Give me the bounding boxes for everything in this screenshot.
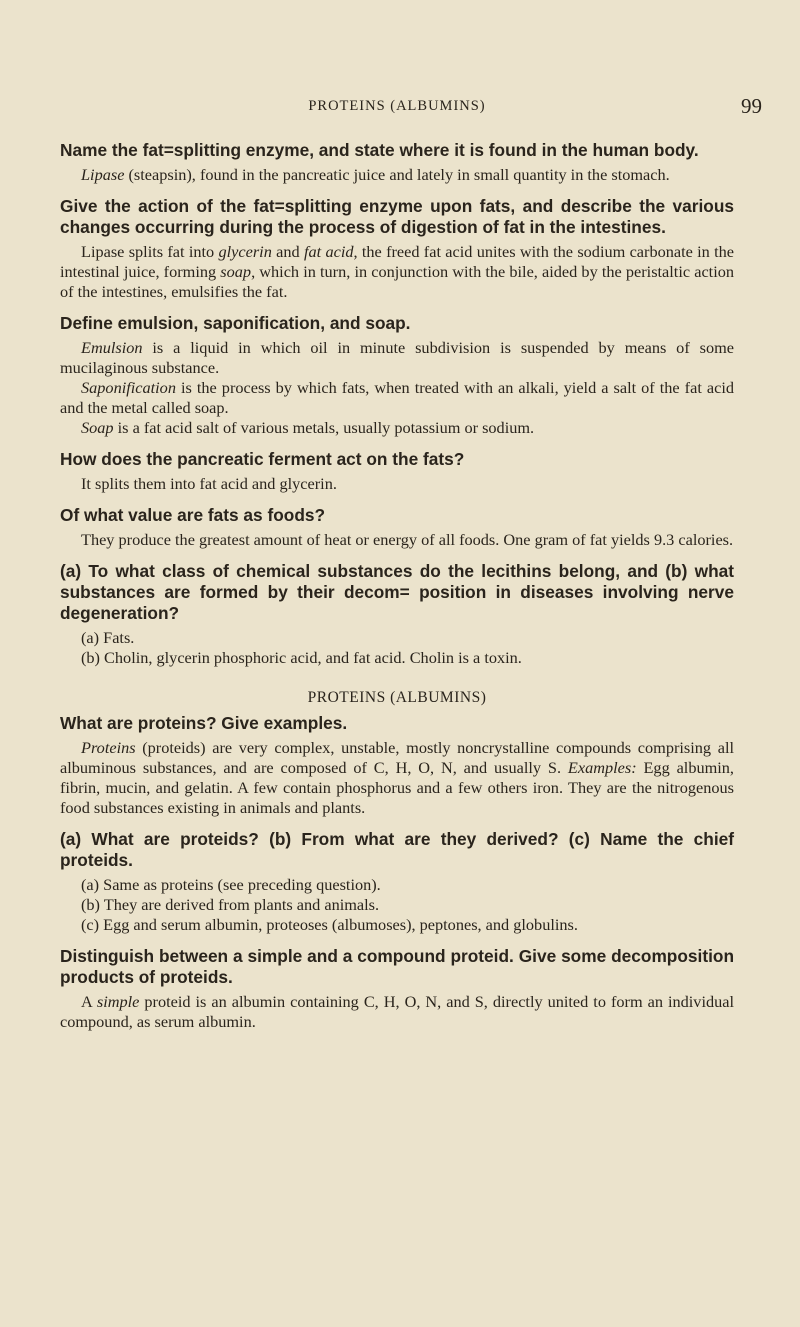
answer-paragraph: Lipase splits fat into glycerin and fat acid, the freed fat acid unites with the sodium carbonate in the intestinal juice, forming soap, which in turn, in conjunction with the bile, aided by the peristaltic action of the intestines, emulsifies the fat.: [60, 242, 735, 301]
question-heading: What are proteins? Give examples.: [60, 713, 348, 733]
page-content: [60, 140, 734, 1043]
page-number: 99: [741, 94, 762, 118]
answer-paragraph: (a) Same as proteins (see preceding question).: [81, 875, 381, 894]
running-head: [60, 94, 762, 120]
question-heading: Of what value are fats as foods?: [60, 505, 326, 525]
question-heading: Define emulsion, saponification, and soap.: [60, 313, 411, 333]
question-heading: (a) To what class of chemical substances do the lecithins belong, and (b) what substances are formed by their decom= position in diseases involving nerve degeneration?: [60, 561, 734, 623]
answer-paragraph: (b) They are derived from plants and animals.: [81, 895, 380, 914]
question-heading: How does the pancreatic ferment act on the fats?: [60, 449, 465, 469]
answer-paragraph: (a) Fats.: [81, 628, 135, 647]
answer-paragraph: Saponification is the process by which fats, when treated with an alkali, yield a salt of the fat acid and the metal called soap.: [60, 378, 734, 417]
question-heading: Give the action of the fat=splitting enzyme upon fats, and describe the various changes occurring during the process of digestion of fat in the intestines.: [60, 196, 734, 237]
question-heading: (a) What are proteids? (b) From what are they derived? (c) Name the chief proteids.: [60, 829, 734, 870]
answer-paragraph: Proteins (proteids) are very complex, unstable, mostly noncrystalline compounds comprising all albuminous substances, and are composed of C, H, O, N, and usually S. Examples: Egg albumin, fibrin, mucin, and gelatin. A few contain phosphorus and a few others iron. They are the nitrogenous food substances existing in animals and plants.: [60, 738, 735, 817]
answer-paragraph: Lipase (steapsin), found in the pancreatic juice and lately in small quantity in the stomach.: [81, 165, 670, 184]
answer-paragraph: A simple proteid is an albumin containing C, H, O, N, and S, directly united to form an individual compound, as serum albumin.: [60, 992, 735, 1031]
answer-paragraph: Soap is a fat acid salt of various metals, usually potassium or sodium.: [81, 418, 535, 437]
answer-paragraph: (c) Egg and serum albumin, proteoses (albumoses), peptones, and globulins.: [81, 915, 578, 934]
question-heading: Name the fat=splitting enzyme, and state where it is found in the human body.: [60, 140, 699, 160]
answer-paragraph: Emulsion is a liquid in which oil in minute subdivision is suspended by means of some mucilaginous substance.: [60, 338, 734, 377]
section-heading: PROTEINS (ALBUMINS): [307, 689, 487, 706]
answer-paragraph: It splits them into fat acid and glycerin.: [81, 474, 337, 493]
answer-paragraph: They produce the greatest amount of heat or energy of all foods. One gram of fat yields 9.3 calories.: [81, 530, 734, 549]
answer-paragraph: (b) Cholin, glycerin phosphoric acid, and fat acid. Cholin is a toxin.: [81, 648, 522, 667]
running-title: PROTEINS (ALBUMINS): [308, 98, 486, 114]
question-heading: Distinguish between a simple and a compound proteid. Give some decomposition products of proteids.: [60, 946, 734, 987]
